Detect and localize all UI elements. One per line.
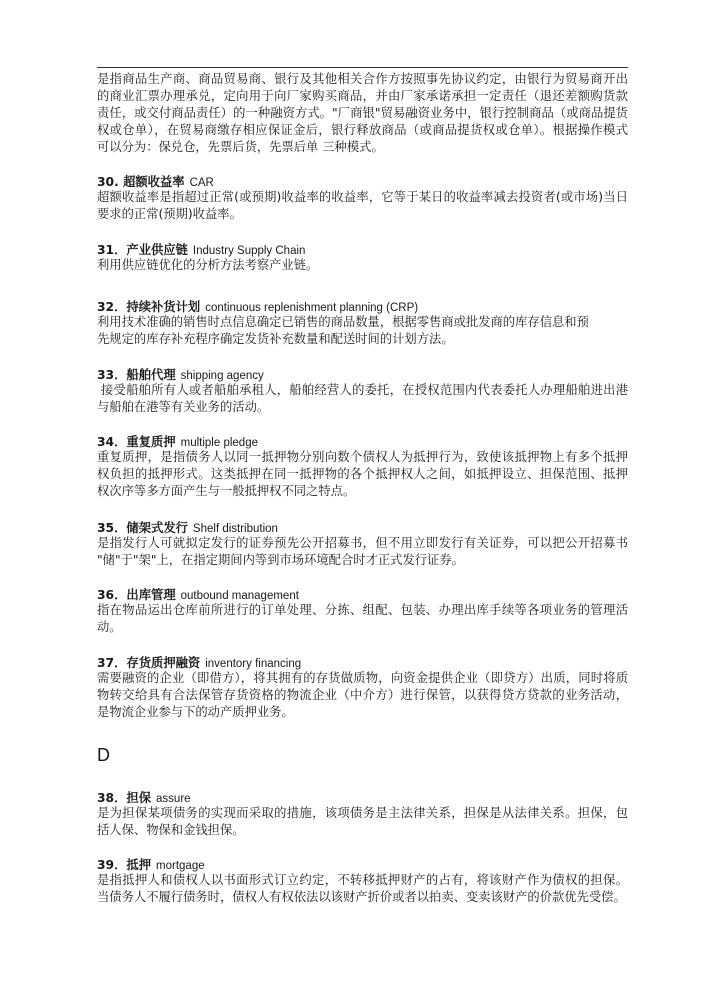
- entry-english: mortgage: [156, 860, 205, 872]
- entry-heading: [97, 365, 628, 382]
- entry-number: 33．: [97, 368, 127, 382]
- glossary-entry: [97, 788, 628, 839]
- entry-body-line: "储"于"架"上，在指定期间内等到市场环境配合时才正式发行证券。: [97, 553, 464, 567]
- entry-body-line: 接受船舶所有人或者船舶承租人，船舶经营人的委托，在授权范围内代表委托人办理船舶进出港: [101, 383, 628, 397]
- glossary-entry: [97, 653, 628, 721]
- entry-body-line: 是指抵押人和债权人以书面形式订立约定，不转移抵押财产的占有，将该财产作为债权的担保。: [97, 873, 628, 887]
- entry-number: 38．: [97, 791, 127, 805]
- entry-english: outbound management: [180, 590, 299, 602]
- continuation-paragraph: [97, 71, 628, 156]
- entry-term: 产业供应链: [126, 243, 188, 257]
- paragraph-line: 的商业汇票办理承兑，定向用于向厂家购买商品，并由厂家承诺承担一定责任（退还差额购货款: [97, 89, 628, 103]
- entry-body-line: 权次序等多方面产生与一般抵押权不同之特点。: [97, 484, 356, 498]
- entry-body-line: 利用供应链优化的分析方法考察产业链。: [97, 258, 319, 272]
- entry-body-line: 与船舶在港等有关业务的活动。: [97, 400, 270, 414]
- entry-heading: [97, 585, 628, 602]
- entry-number: 36．: [97, 588, 127, 602]
- entry-number: 37．: [97, 656, 127, 670]
- paragraph-line: 是指商品生产商、商品贸易商、银行及其他相关合作方按照事先协议约定，由银行为贸易商开出: [97, 72, 628, 86]
- entry-body-line: 重复质押，是指债务人以同一抵押物分别向数个债权人为抵押行为，致使该抵押物上有多个抵押: [97, 450, 628, 464]
- entry-english: CAR: [189, 177, 214, 189]
- entry-body-line: 是物流企业参与下的动产质押业务。: [97, 705, 294, 719]
- entry-body-line: 要求的正常(预期)收益率。: [97, 207, 242, 221]
- entry-english: continuous replenishment planning (CRP): [205, 302, 419, 314]
- entry-number: 32．: [97, 300, 127, 314]
- entry-body-line: 物转交给具有合法保管存货资格的物流企业（中介方）进行保管，以获得贷方贷款的业务活动，: [97, 688, 628, 702]
- entry-body-line: 需要融资的企业（即借方），将其拥有的存货做质物，向资金提供企业（即贷方）出质，同时将质: [97, 671, 628, 685]
- entry-english: shipping agency: [180, 370, 264, 382]
- entry-term: 担保: [126, 791, 152, 805]
- entry-term: 超额收益率: [123, 175, 185, 189]
- entry-heading: [97, 653, 628, 670]
- entry-term: 船舶代理: [126, 368, 176, 382]
- section-letter-d: D: [97, 745, 110, 765]
- entry-heading: [97, 855, 628, 872]
- entry-body-line: 先规定的库存补充程序确定发货补充数量和配送时间的计划方法。: [97, 332, 454, 346]
- entry-term: 重复质押: [126, 435, 176, 449]
- glossary-entry: [97, 172, 628, 223]
- glossary-entry: [97, 585, 628, 636]
- entry-term: 存货质押融资: [126, 656, 201, 670]
- entry-body-line: 超额收益率是指超过正常(或预期)收益率的收益率，它等于某日的收益率减去投资者(或市场)当日: [97, 190, 628, 204]
- entry-body-line: 权负担的抵押形式。这类抵押在同一抵押物的各个抵押权人之间，如抵押设立、担保范围、抵押: [97, 467, 628, 481]
- entry-english: multiple pledge: [180, 437, 258, 449]
- entry-english: Shelf distribution: [192, 523, 278, 535]
- glossary-entry: [97, 297, 628, 348]
- entry-body-line: 括人保、物保和金钱担保。: [97, 823, 245, 837]
- header-rule: [97, 67, 628, 68]
- entry-body-line: 是为担保某项债务的实现而采取的措施，该项债务是主法律关系，担保是从法律关系。担保，包: [97, 806, 628, 820]
- glossary-entry: [97, 518, 628, 569]
- entry-term: 出库管理: [126, 588, 176, 602]
- entry-number: 39．: [97, 858, 127, 872]
- glossary-entry: [97, 240, 628, 274]
- entry-term: 储架式发行: [126, 521, 188, 535]
- entry-body-line: 动。: [97, 620, 122, 634]
- entry-body-line: 是指发行人可就拟定发行的证券预先公开招募书，但不用立即发行有关证券，可以把公开招募书: [97, 536, 628, 550]
- entry-number: 30.: [97, 175, 124, 189]
- entry-number: 35．: [97, 521, 127, 535]
- entry-heading: [97, 240, 628, 257]
- entry-english: Industry Supply Chain: [192, 245, 306, 257]
- entry-number: 34．: [97, 435, 127, 449]
- glossary-entry: [97, 855, 628, 906]
- glossary-entry: [97, 432, 628, 500]
- entry-heading: [97, 297, 628, 314]
- entry-number: 31．: [97, 243, 127, 257]
- paragraph-line: 责任，或交付商品责任）的一种融资方式。"厂商银"贸易融资业务中，银行控制商品（或商品提货: [97, 106, 628, 120]
- glossary-entry: [97, 365, 628, 416]
- entry-body-line: 利用技术准确的销售时点信息确定已销售的商品数量，根据零售商或批发商的库存信息和预: [97, 315, 589, 329]
- entry-english: assure: [156, 793, 191, 805]
- entry-heading: [97, 518, 628, 535]
- entry-heading: [97, 172, 628, 189]
- entry-heading: [97, 432, 628, 449]
- paragraph-line: 权或仓单），在贸易商缴存相应保证金后，银行释放商品（或商品提货权或仓单）。根据操作模式: [97, 123, 628, 137]
- entry-term: 抵押: [126, 858, 152, 872]
- entry-heading: [97, 788, 628, 805]
- entry-body-line: 指在物品运出仓库前所进行的订单处理、分拣、组配、包装、办理出库手续等各项业务的管理活: [97, 603, 628, 617]
- entry-body-line: 当债务人不履行债务时，债权人有权依法以该财产折价或者以拍卖、变卖该财产的价款优先受偿。: [97, 890, 626, 904]
- paragraph-line: 可以分为：保兑仓，先票后货，先票后单 三种模式。: [97, 140, 384, 154]
- entry-term: 持续补货计划: [126, 300, 201, 314]
- entry-english: inventory financing: [205, 658, 302, 670]
